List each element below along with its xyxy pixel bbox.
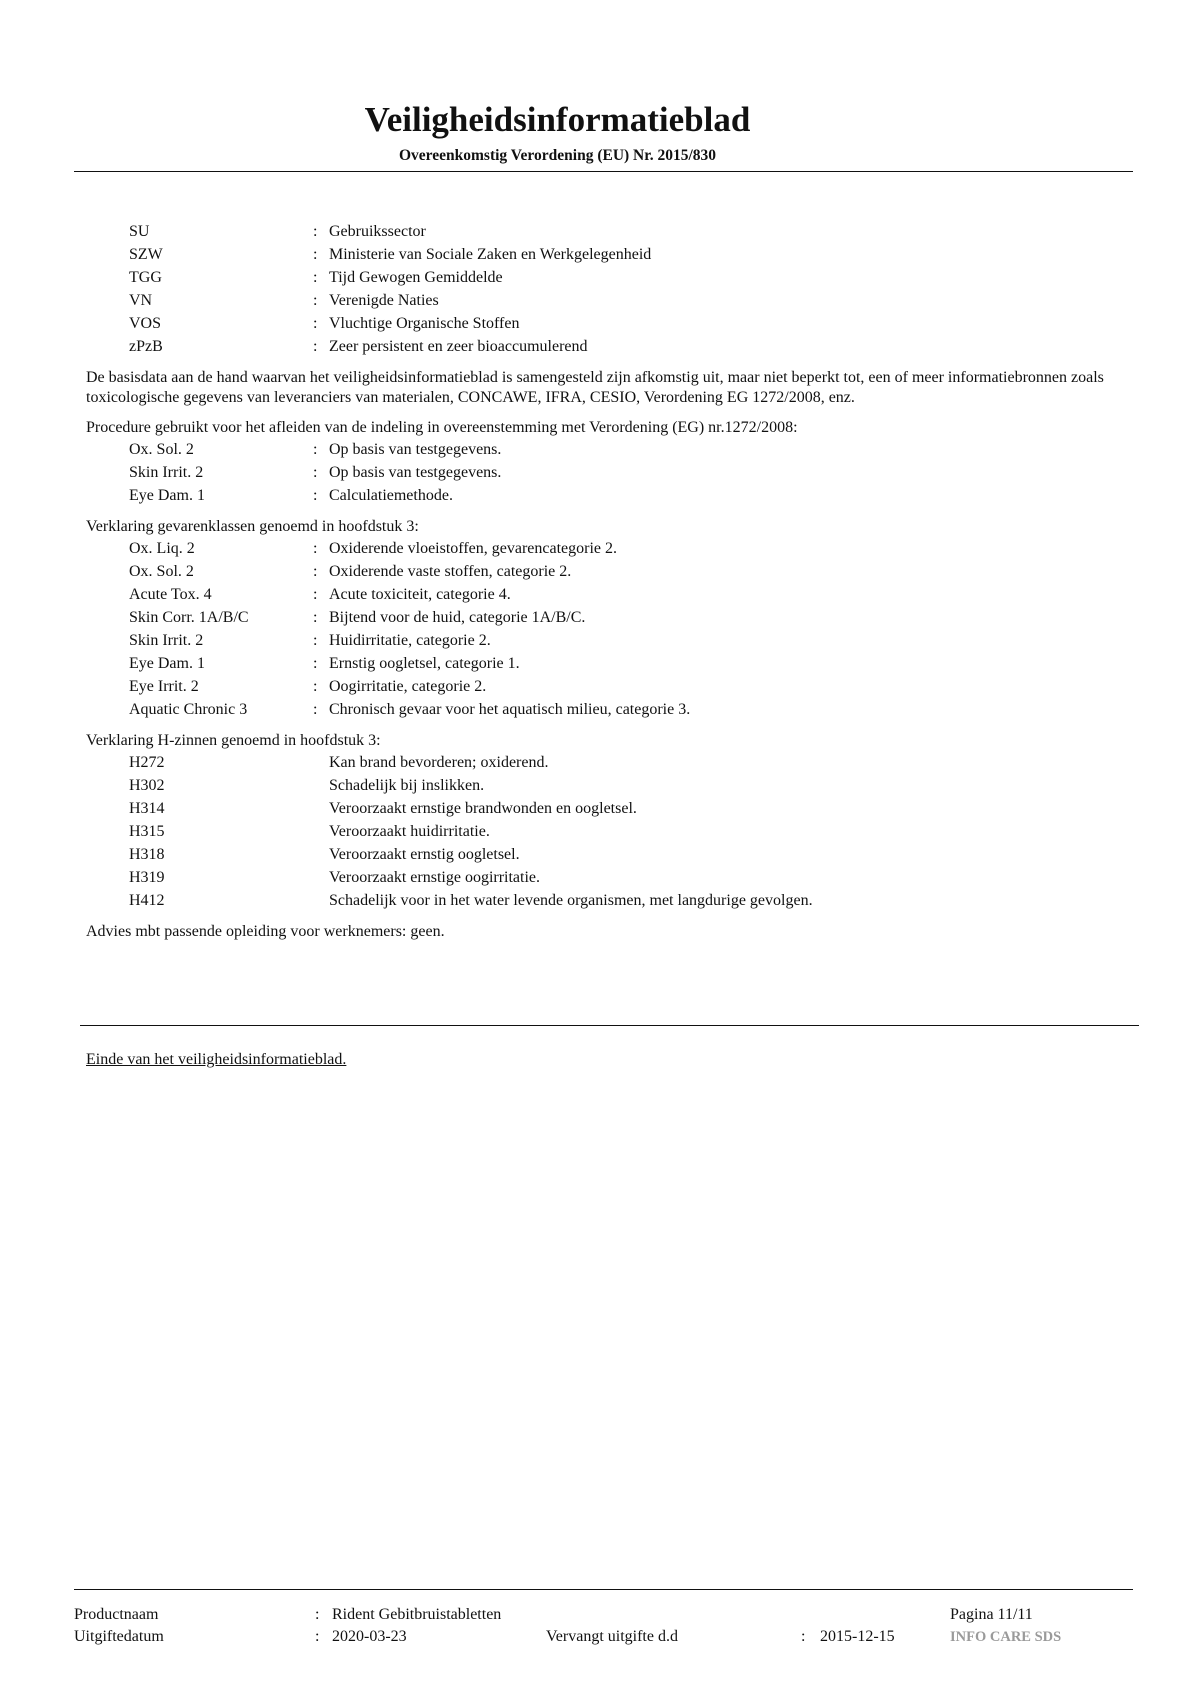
page-footer xyxy=(74,1604,1134,1648)
hazard-class-row xyxy=(86,606,1136,629)
h-phrase-text: Veroorzaakt huidirritatie. xyxy=(329,823,490,840)
separator-colon: : xyxy=(313,586,318,603)
hazard-class-description: Oxiderende vaste stoffen, categorie 2. xyxy=(329,563,572,580)
separator-colon: : xyxy=(313,441,318,458)
procedure-row xyxy=(86,461,1136,484)
separator-colon: : xyxy=(313,701,318,718)
separator-colon: : xyxy=(313,292,318,309)
hazard-class-description: Bijtend voor de huid, categorie 1A/B/C. xyxy=(329,609,586,626)
footer-date-row xyxy=(74,1626,1134,1648)
h-phrase-text: Veroorzaakt ernstige brandwonden en oogletsel. xyxy=(329,800,637,817)
hazard-class-row xyxy=(86,537,1136,560)
separator-colon: : xyxy=(801,1628,806,1645)
training-advice: Advies mbt passende opleiding voor werknemers: geen. xyxy=(86,923,445,940)
separator-colon: : xyxy=(313,655,318,672)
issue-date-label: Uitgiftedatum xyxy=(74,1628,164,1645)
h-phrase-text: Schadelijk bij inslikken. xyxy=(329,777,485,794)
h-phrase-row xyxy=(86,751,1136,774)
brand-label: INFO CARE SDS xyxy=(950,1629,1062,1645)
classification-method: Op basis van testgegevens. xyxy=(329,441,502,458)
hazard-classes-list xyxy=(86,537,1136,721)
abbreviation-code: zPzB xyxy=(129,338,163,355)
separator-colon: : xyxy=(313,464,318,481)
page-title: Veiligheidsinformatieblad xyxy=(364,100,751,139)
h-phrase-code: H315 xyxy=(129,823,165,840)
hazard-class-code: Skin Corr. 1A/B/C xyxy=(129,609,249,626)
separator-colon: : xyxy=(315,1606,320,1623)
h-phrase-row xyxy=(86,797,1136,820)
hazard-class-row xyxy=(86,583,1136,606)
hazard-class-description: Oogirritatie, categorie 2. xyxy=(329,678,487,695)
end-of-document-text: Einde van het veiligheidsinformatieblad. xyxy=(86,1051,347,1068)
abbreviation-code: TGG xyxy=(129,269,162,286)
separator-colon: : xyxy=(315,1628,320,1645)
separator-colon: : xyxy=(313,315,318,332)
h-phrase-text: Veroorzaakt ernstig oogletsel. xyxy=(329,846,520,863)
classification-method: Calculatiemethode. xyxy=(329,487,453,504)
h-phrase-row xyxy=(86,820,1136,843)
abbreviation-row xyxy=(86,220,1136,243)
h-phrase-code: H412 xyxy=(129,892,165,909)
h-phrase-code: H272 xyxy=(129,754,165,771)
hazard-class-row xyxy=(86,675,1136,698)
abbreviation-row xyxy=(86,312,1136,335)
product-name-label: Productnaam xyxy=(74,1606,159,1623)
hazard-class-code: Skin Irrit. 2 xyxy=(129,632,204,649)
hazard-class-description: Acute toxiciteit, categorie 4. xyxy=(329,586,511,603)
abbreviation-row xyxy=(86,266,1136,289)
abbreviation-row xyxy=(86,243,1136,266)
basis-data-paragraph: De basisdata aan de hand waarvan het veiligheidsinformatieblad is samengesteld zijn afkomstig uit, maar niet beperkt tot, een of meer informatiebronnen zoals toxicologische gegevens van leveranciers van materialen, CONCAWE, IFRA, CESIO, Verordening EG 1272/2008, enz. xyxy=(86,369,1104,406)
separator-colon: : xyxy=(313,632,318,649)
procedure-row xyxy=(86,438,1136,461)
abbreviation-code: VOS xyxy=(129,315,162,332)
separator-colon: : xyxy=(313,678,318,695)
h-phrase-code: H314 xyxy=(129,800,165,817)
footer-divider xyxy=(74,1589,1133,1590)
separator-colon: : xyxy=(313,246,318,263)
h-phrase-text: Schadelijk voor in het water levende organismen, met langdurige gevolgen. xyxy=(329,892,813,909)
replaces-issue-label: Vervangt uitgifte d.d xyxy=(546,1628,678,1645)
hazard-class-code: Ox. Sol. 2 xyxy=(129,563,194,580)
section-divider xyxy=(80,1025,1139,1026)
h-phrases-list xyxy=(86,751,1136,912)
procedure-intro: Procedure gebruikt voor het afleiden van de indeling in overeenstemming met Verordening (EG) nr.1272/2008: xyxy=(86,419,798,436)
separator-colon: : xyxy=(313,269,318,286)
hazard-class-code: Ox. Liq. 2 xyxy=(129,540,195,557)
separator-colon: : xyxy=(313,540,318,557)
hazard-class-code: Acute Tox. 4 xyxy=(129,586,212,603)
hazard-class-code: Eye Dam. 1 xyxy=(129,655,205,672)
abbreviation-description: Verenigde Naties xyxy=(329,292,439,309)
abbreviation-description: Zeer persistent en zeer bioaccumulerend xyxy=(329,338,588,355)
hazard-class-code: Aquatic Chronic 3 xyxy=(129,701,248,718)
abbreviation-code: SZW xyxy=(129,246,163,263)
h-phrase-text: Kan brand bevorderen; oxiderend. xyxy=(329,754,549,771)
procedure-list xyxy=(86,438,1136,507)
abbreviation-code: VN xyxy=(129,292,153,309)
separator-colon: : xyxy=(313,338,318,355)
footer-product-row xyxy=(74,1604,1134,1626)
hazard-class-row xyxy=(86,652,1136,675)
separator-colon: : xyxy=(313,609,318,626)
abbreviation-description: Vluchtige Organische Stoffen xyxy=(329,315,520,332)
h-phrase-row xyxy=(86,774,1136,797)
product-name-value: Rident Gebitbruistabletten xyxy=(332,1606,502,1623)
h-phrase-code: H302 xyxy=(129,777,165,794)
separator-colon: : xyxy=(313,487,318,504)
issue-date-value: 2020-03-23 xyxy=(332,1628,407,1645)
abbreviation-code: SU xyxy=(129,223,150,240)
hazard-class-description: Oxiderende vloeistoffen, gevarencategorie 2. xyxy=(329,540,618,557)
hazard-class-code: Eye Irrit. 2 xyxy=(129,678,199,695)
replaces-issue-date: 2015-12-15 xyxy=(820,1628,895,1645)
hazard-class-row xyxy=(86,560,1136,583)
abbreviation-list xyxy=(86,220,1136,358)
h-phrase-row xyxy=(86,866,1136,889)
separator-colon: : xyxy=(313,223,318,240)
h-phrase-text: Veroorzaakt ernstige oogirritatie. xyxy=(329,869,541,886)
hazard-classes-intro: Verklaring gevarenklassen genoemd in hoofdstuk 3: xyxy=(86,518,419,535)
hazard-class-description: Huidirritatie, categorie 2. xyxy=(329,632,491,649)
h-phrase-row xyxy=(86,843,1136,866)
classification-code: Eye Dam. 1 xyxy=(129,487,205,504)
abbreviation-description: Ministerie van Sociale Zaken en Werkgelegenheid xyxy=(329,246,652,263)
separator-colon: : xyxy=(313,563,318,580)
classification-method: Op basis van testgegevens. xyxy=(329,464,502,481)
h-phrase-row xyxy=(86,889,1136,912)
page-number: Pagina 11/11 xyxy=(950,1606,1033,1623)
h-phrases-intro: Verklaring H-zinnen genoemd in hoofdstuk 3: xyxy=(86,732,381,749)
hazard-class-row xyxy=(86,629,1136,652)
abbreviation-description: Tijd Gewogen Gemiddelde xyxy=(329,269,503,286)
classification-code: Skin Irrit. 2 xyxy=(129,464,204,481)
page-subtitle: Overeenkomstig Verordening (EU) Nr. 2015/830 xyxy=(398,147,717,164)
header-divider xyxy=(74,171,1133,172)
h-phrase-code: H319 xyxy=(129,869,165,886)
abbreviation-row xyxy=(86,335,1136,358)
document-body xyxy=(86,220,1136,942)
h-phrase-code: H318 xyxy=(129,846,165,863)
hazard-class-description: Ernstig oogletsel, categorie 1. xyxy=(329,655,520,672)
hazard-class-row xyxy=(86,698,1136,721)
hazard-class-description: Chronisch gevaar voor het aquatisch milieu, categorie 3. xyxy=(329,701,691,718)
procedure-row xyxy=(86,484,1136,507)
abbreviation-row xyxy=(86,289,1136,312)
classification-code: Ox. Sol. 2 xyxy=(129,441,194,458)
abbreviation-description: Gebruikssector xyxy=(329,223,426,240)
